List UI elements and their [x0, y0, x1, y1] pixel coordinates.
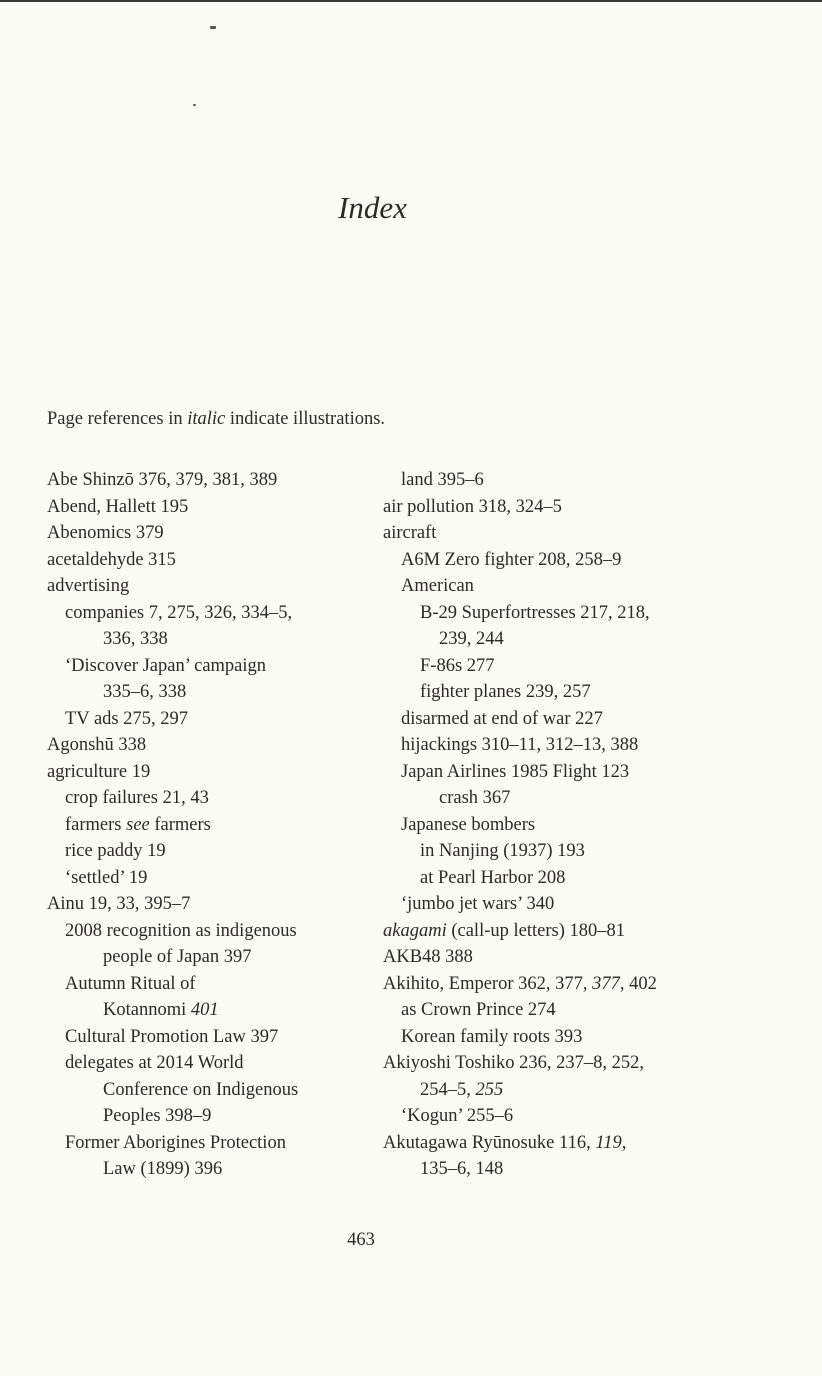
entry-text-italic: see [126, 814, 150, 835]
entry-text: B-29 Superfortresses 217, 218, [420, 602, 650, 623]
index-entry [383, 573, 657, 600]
index-entry [47, 653, 298, 680]
index-entry [47, 573, 298, 600]
index-entry [47, 812, 298, 839]
index-entry [383, 971, 657, 998]
entry-text: in Nanjing (1937) 193 [420, 841, 585, 861]
entry-text: disarmed at end of war 227 [401, 708, 603, 729]
entry-text-italic: 377 [592, 973, 620, 994]
entry-text: Autumn Ritual of [65, 973, 196, 994]
ink-speck [210, 26, 216, 29]
index-entry [383, 626, 657, 653]
entry-text: Abe Shinzō 376, 379, 381, 389 [47, 470, 278, 490]
entry-text: (call-up letters) 180–81 [446, 920, 625, 941]
page-edge [0, 0, 822, 2]
entry-text: agriculture 19 [47, 761, 151, 782]
index-entry [47, 1156, 298, 1183]
index-entry [383, 865, 657, 892]
entry-text-italic: 255 [475, 1079, 504, 1100]
entry-text: Akihito, Emperor 362, 377, [383, 973, 593, 994]
entry-text: Cultural Promotion Law 397 [65, 1026, 279, 1047]
index-entry [383, 1103, 657, 1130]
index-entry [47, 547, 298, 574]
intro-italic: italic [187, 409, 226, 429]
entry-text: delegates at 2014 World [65, 1053, 244, 1073]
entry-text: Ainu 19, 33, 395–7 [47, 894, 191, 914]
entry-text: , 402 [619, 973, 657, 994]
index-entry [47, 865, 298, 892]
index-entry [47, 891, 298, 918]
entry-text: advertising [47, 576, 130, 596]
index-entry [47, 997, 298, 1024]
entry-text: Akiyoshi Toshiko 236, 237–8, 252, [383, 1053, 644, 1073]
entry-text: TV ads 275, 297 [65, 708, 188, 729]
index-entry [47, 1077, 298, 1104]
entry-text: ‘Kogun’ 255–6 [401, 1106, 514, 1126]
entry-text: ‘settled’ 19 [65, 867, 148, 888]
index-entry [47, 494, 298, 521]
index-entry [47, 520, 298, 547]
page-number: 463 [347, 1230, 375, 1250]
index-entry [47, 732, 298, 759]
index-entry [383, 918, 657, 945]
entry-text: 239, 244 [439, 629, 504, 649]
index-entry [383, 785, 657, 812]
entry-text: Akutagawa Ryūnosuke 116, [383, 1132, 596, 1153]
index-entry [47, 1024, 298, 1051]
index-entry [383, 732, 657, 759]
entry-text: companies 7, 275, 326, 334–5, [65, 602, 293, 623]
entry-text-italic: 119 [595, 1132, 622, 1153]
index-entry [383, 520, 657, 547]
index-entry [47, 918, 298, 945]
intro-text-end: indicate illustrations. [225, 409, 386, 429]
entry-text: AKB48 388 [383, 947, 473, 967]
index-entry [47, 838, 298, 865]
index-entry [383, 706, 657, 733]
entry-text: air pollution 318, 324–5 [383, 496, 562, 517]
intro-note [47, 409, 385, 430]
entry-text: Japan Airlines 1985 Flight 123 [401, 761, 630, 782]
index-entry [383, 1077, 657, 1104]
entry-text: Abend, Hallett 195 [47, 496, 189, 517]
entry-text: 135–6, 148 [420, 1159, 504, 1179]
entry-text: acetaldehyde 315 [47, 549, 176, 570]
index-column-left [47, 467, 298, 1183]
entry-text: Japanese bombers [401, 814, 536, 835]
index-entry [383, 944, 657, 971]
entry-text: 336, 338 [103, 629, 168, 649]
entry-text: ‘jumbo jet wars’ 340 [401, 894, 555, 914]
entry-text: F-86s 277 [420, 655, 495, 676]
index-column-right [383, 467, 657, 1183]
index-entry [383, 547, 657, 574]
entry-text: American [401, 576, 474, 596]
entry-text: farmers [149, 814, 211, 835]
entry-text: A6M Zero fighter 208, 258–9 [401, 549, 622, 570]
index-entry [47, 626, 298, 653]
index-entry [47, 1103, 298, 1130]
entry-text: crop failures 21, 43 [65, 788, 209, 808]
index-entry [47, 944, 298, 971]
entry-text: as Crown Prince 274 [401, 1000, 556, 1020]
index-entry [383, 467, 657, 494]
index-entry [383, 997, 657, 1024]
page-title: Index [338, 190, 407, 225]
entry-text: people of Japan 397 [103, 947, 252, 967]
entry-text: Former Aborigines Protection [65, 1132, 286, 1153]
index-entry [47, 600, 298, 627]
entry-text: Agonshū 338 [47, 735, 147, 755]
index-entry [383, 600, 657, 627]
entry-text: Abenomics 379 [47, 523, 164, 543]
index-entry [47, 971, 298, 998]
index-entry [383, 759, 657, 786]
index-entry [383, 1156, 657, 1183]
index-entry [47, 1130, 298, 1157]
index-entry [383, 653, 657, 680]
entry-text: Korean family roots 393 [401, 1026, 583, 1047]
entry-text: aircraft [383, 523, 437, 543]
intro-text: Page references in [47, 409, 188, 429]
entry-text-italic: 401 [190, 1000, 219, 1020]
entry-text-italic: akagami [383, 920, 447, 941]
entry-text: Kotannomi [103, 1000, 191, 1020]
index-entry [47, 679, 298, 706]
entry-text: Conference on Indigenous [103, 1079, 299, 1100]
index-entry [383, 812, 657, 839]
entry-text: Peoples 398–9 [103, 1106, 212, 1126]
index-entry [383, 1130, 657, 1157]
index-entry [47, 759, 298, 786]
entry-text: 2008 recognition as indigenous [65, 920, 297, 941]
entry-text: ‘Discover Japan’ campaign [65, 655, 267, 676]
entry-text: 335–6, 338 [103, 682, 187, 702]
entry-text: Law (1899) 396 [103, 1159, 223, 1179]
entry-text: crash 367 [439, 788, 511, 808]
index-entry [383, 1050, 657, 1077]
index-entry [383, 1024, 657, 1051]
index-entry [383, 679, 657, 706]
entry-text: land 395–6 [401, 470, 484, 490]
entry-text: rice paddy 19 [65, 841, 166, 861]
entry-text: farmers [65, 814, 127, 835]
index-entry [47, 467, 298, 494]
entry-text: 254–5, [420, 1079, 476, 1100]
index-entry [383, 891, 657, 918]
index-entry [383, 838, 657, 865]
entry-text: , [621, 1132, 627, 1153]
index-entry [47, 785, 298, 812]
entry-text: hijackings 310–11, 312–13, 388 [401, 735, 639, 755]
entry-text: at Pearl Harbor 208 [420, 867, 566, 888]
ink-speck [193, 104, 196, 106]
index-entry [47, 1050, 298, 1077]
index-entry [47, 706, 298, 733]
index-entry [383, 494, 657, 521]
entry-text: fighter planes 239, 257 [420, 682, 591, 702]
